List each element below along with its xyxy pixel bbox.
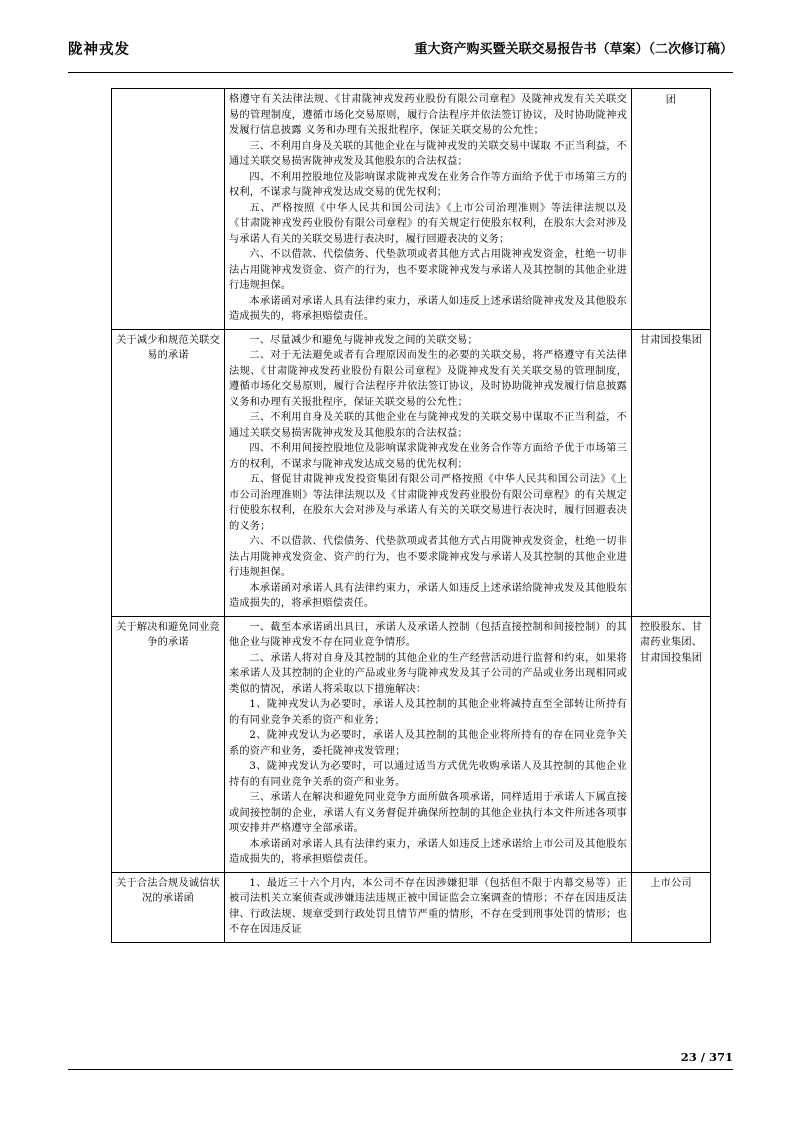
- paragraph: 本承诺函对承诺人具有法律约束力，承诺人如违反上述承诺给陇神戎发及其他股东造成损失的，将承担赔偿责任。: [229, 582, 627, 609]
- paragraph: 1、陇神戎发认为必要时，承诺人及其控制的其他企业将减持直至全部转让所持有的有同业竞争关系的资产和业务；: [229, 699, 627, 726]
- row-topic-text: 关于解决和避免同业竞争的承诺: [116, 621, 220, 648]
- paragraph: 六、不以借款、代偿债务、代垫款项或者其他方式占用陇神戎发资金，杜绝一切非法占用陇神戎发资金、资产的行为，也不要求陇神戎发与承诺人及其控制的其他企业进行违规担保。: [229, 536, 627, 578]
- row-body-cell: [225, 872, 632, 942]
- row-party-text: 上市公司: [650, 877, 692, 889]
- paragraph: 1、最近三十六个月内，本公司不存在因涉嫌犯罪（包括但不限于内幕交易等）正被司法机关立案侦查或涉嫌违法违规正被中国证监会立案调查的情形；不存在因违反法律、行政法规、规章受到行政处罚且情节严重的情形，不存在受到刑事处罚的情形；也不存在因违反证: [229, 877, 627, 935]
- paragraph: 三、不利用自身及关联的其他企业在与陇神戎发的关联交易中谋取 不正当利益，不通过关联交易损害陇神戎发及其他股东的合法权益；: [229, 140, 627, 167]
- row-party-cell: [632, 872, 711, 942]
- table-body: [112, 89, 711, 943]
- paragraph: 二、承诺人将对自身及其控制的其他企业的生产经营活动进行监督和约束，如果将来承诺人及其控制的企业的产品或业务与陇神戎发及其子公司的产品或业务出现相同或类似的情况，承诺人将采取以下措施解决：: [229, 652, 627, 695]
- row-party-text: 甘肃国投集团: [639, 334, 703, 346]
- table-row: [112, 616, 711, 872]
- paragraph: 本承诺函对承诺人具有法律约束力，承诺人如违反上述承诺给上市公司及其他股东造成损失的，将承担赔偿责任。: [229, 838, 627, 865]
- table-row: [112, 872, 711, 942]
- row-body-cell: [225, 89, 632, 330]
- paragraph: 一、截至本承诺函出具日，承诺人及承诺人控制（包括直接控制和间接控制）的其他企业与陇神戎发不存在同业竞争情形。: [229, 621, 627, 648]
- row-party-text: 团: [665, 95, 677, 106]
- table-row: [112, 89, 711, 330]
- commitments-table-container: [111, 88, 703, 943]
- row-body-cell: [225, 616, 632, 872]
- row-topic-cell: [112, 616, 225, 872]
- footer-divider: [68, 1069, 733, 1070]
- paragraph: 二、对于无法避免或者有合理原因而发生的必要的关联交易，将严格遵守有关法律法规、《甘肃陇神戎发药业股份有限公司章程》及陇神戎发有关关联交易的管理制度，遵循市场化交易原则，履行合法程序并依法签订协议，及时协助陇神戎发履行信息披露 义务和办理有关报批程序，保证关联交易的公允性；: [229, 350, 627, 408]
- commitments-table: [111, 88, 711, 943]
- row-party-cell: [632, 329, 711, 616]
- row-topic-cell: [112, 89, 225, 330]
- page-header: [68, 38, 733, 72]
- paragraph: 2、陇神戎发认为必要时，承诺人及其控制的其他企业将所持有的存在同业竞争关系的资产和业务，委托陇神戎发管理；: [229, 730, 627, 757]
- header-document-title: 重大资产购买暨关联交易报告书（草案）（二次修订稿）: [414, 42, 733, 57]
- header-divider: [68, 72, 733, 73]
- paragraph: 格遵守有关法律法规、《甘肃陇神戎发药业股份有限公司章程》及陇神戎发有关关联交易的管理制度，遵循市场化交易原则，履行合法程序并依法签订协议，及时协助陇神戎发履行信息披露 义务和办理有关报批程序，保证关联交易的公允性；: [229, 94, 627, 136]
- paragraph: 六、不以借款、代偿债务、代垫款项或者其他方式占用陇神戎发资金，杜绝一切非法占用陇神戎发资金、资产的行为，也不要求陇神戎发与承诺人及其控制的其他企业进行违规担保。: [229, 249, 627, 291]
- paragraph: 一、尽量减少和避免与陇神戎发之间的关联交易；: [249, 334, 478, 346]
- table-row: [112, 329, 711, 616]
- row-topic-text: 关于减少和规范关联交易的承诺: [116, 334, 220, 361]
- paragraph: 3、陇神戎发认为必要时，可以通过适当方式优先收购承诺人及其控制的其他企业持有的有同业竞争关系的资产和业务。: [229, 761, 627, 788]
- row-party-cell: [632, 616, 711, 872]
- paragraph: 本承诺函对承诺人具有法律约束力，承诺人如违反上述承诺给陇神戎发及其他股东造成损失的，将承担赔偿责任。: [229, 295, 627, 322]
- paragraph: 四、不利用控股地位及影响谋求陇神戎发在业务合作等方面给予优于市场第三方的权利，不谋求与陇神戎发达成交易的优先权利；: [229, 171, 627, 198]
- row-body-cell: [225, 329, 632, 616]
- paragraph: 四、不利用间接控股地位及影响谋求陇神戎发在业务合作等方面给予优于市场第三方的权利，不谋求与陇神戎发达成交易的优先权利；: [229, 443, 627, 470]
- paragraph: 三、承诺人在解决和避免同业竞争方面所做各项承诺，同样适用于承诺人下属直接或间接控制的企业，承诺人有义务督促并确保所控制的其他企业执行本文件所述各项事项安排并严格遵守全部承诺。: [229, 792, 627, 834]
- header-company-name: 陇神戎发: [68, 41, 130, 58]
- row-party-text: 控股股东、甘肃药业集团、甘肃国投集团: [639, 621, 703, 664]
- paragraph: 三、不利用自身及关联的其他企业在与陇神戎发的关联交易中谋取不正当利益，不通过关联交易损害陇神戎发及其他股东的合法权益；: [229, 412, 627, 439]
- row-party-cell: [632, 89, 711, 330]
- row-topic-cell: [112, 872, 225, 942]
- paragraph: 五、督促甘肃陇神戎发投资集团有限公司严格按照《中华人民共和国公司法》《上市公司治理准则》等法律法规以及《甘肃陇神戎发药业股份有限公司章程》的有关规定行使股东权利，在股东大会对涉及与承诺人有关的关联交易进行表决时，履行回避表决的义务；: [229, 474, 627, 532]
- paragraph: 五、严格按照《中华人民共和国公司法》《上市公司治理准则》等法律法规以及《甘肃陇神戎发药业股份有限公司章程》的有关规定行使股东权利，在股东大会对涉及与承诺人有关的关联交易进行表决时，履行回避表决的义务；: [229, 202, 627, 245]
- page-number: 23 / 371: [680, 1050, 733, 1064]
- row-topic-cell: [112, 329, 225, 616]
- row-topic-text: 关于合法合规及诚信状况的承诺函: [116, 877, 220, 904]
